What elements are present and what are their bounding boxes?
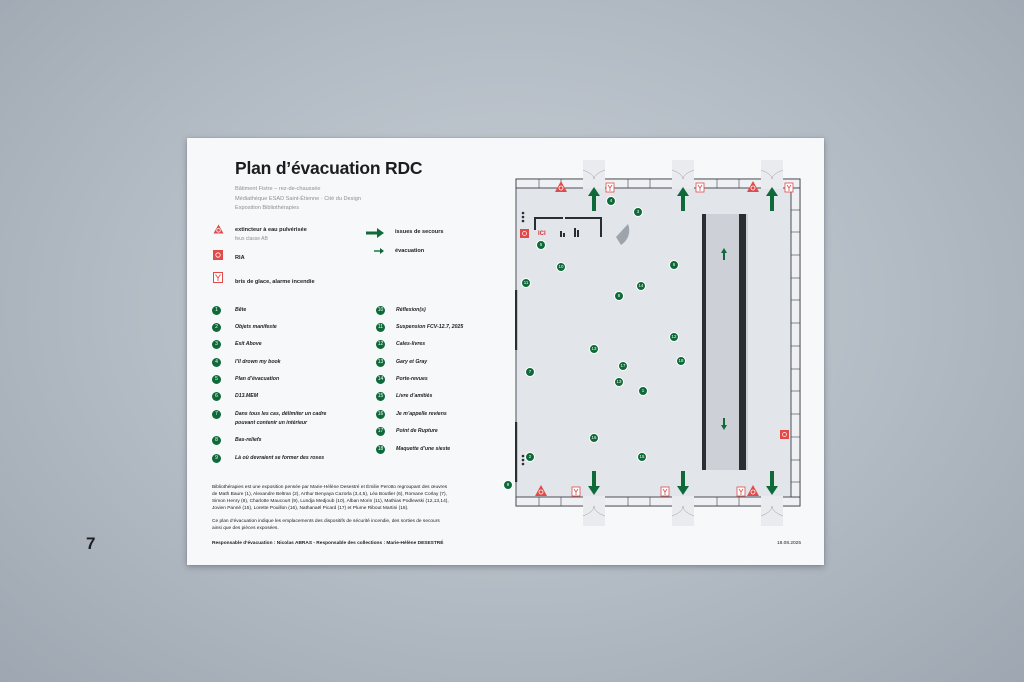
- floor-area: [516, 179, 800, 506]
- artwork-marker: 17: [618, 361, 628, 371]
- artwork-marker: 6: [669, 260, 679, 270]
- note-line-2: ainsi que des pièces exposées.: [212, 526, 279, 531]
- work-label: Gary et Gray: [396, 359, 428, 365]
- description-line-1: Bibliothérapies est une exposition pensée par Marie-Hélène Desestré et Émilie Perotto regroupant des œuvres: [212, 485, 448, 490]
- work-number: 11: [377, 324, 384, 330]
- legend-alarm-label: bris de glace, alarme incendie: [235, 279, 315, 285]
- work-number: 17: [377, 428, 384, 434]
- work-label: Maquette d’une sieste: [396, 446, 451, 452]
- work-number: 3: [212, 340, 221, 349]
- work-label: D13.MEM: [235, 393, 259, 399]
- artwork-marker: 13: [614, 377, 624, 387]
- work-number: 13: [377, 359, 384, 365]
- alarm-icon: [213, 272, 223, 283]
- description-line-4: Jovien Panné (15), Lorette Pouillon (16), Nathanaël Picard (17) et Plume Ribout Martini (18).: [212, 506, 409, 511]
- subtitle-line-3: Exposition Bibliothérapies: [235, 205, 300, 211]
- legend-ria-label: RIA: [235, 255, 245, 261]
- work-number: 14: [377, 376, 384, 382]
- subtitle-line-2: Médiathèque ESAD Saint-Étienne · Cité du Design: [235, 196, 361, 202]
- work-number: 6: [212, 392, 221, 401]
- work-number: 2: [212, 323, 221, 332]
- artwork-marker: 11: [521, 278, 531, 288]
- extinguisher-icon: [213, 224, 224, 234]
- work-number: 4: [212, 358, 221, 367]
- artwork-marker: 16: [589, 433, 599, 443]
- work-number: 8: [212, 436, 221, 445]
- work-label: I’ll drown my book: [235, 359, 281, 365]
- work-label: Là où devraient se former des roses: [235, 455, 325, 461]
- work-number: 15: [377, 393, 384, 399]
- artwork-marker: 13: [589, 344, 599, 354]
- page-title: Plan d’évacuation RDC: [235, 158, 423, 178]
- ria-icon: [213, 250, 223, 260]
- artwork-marker: 1: [638, 386, 648, 396]
- work-label-line2: pouvant contenir un intérieur: [235, 420, 308, 426]
- artwork-marker: 18: [676, 356, 686, 366]
- emergency-exit-arrow-icon: [365, 227, 385, 239]
- floor-plan: [506, 160, 810, 528]
- legend-evacuation-label: évacuation: [395, 248, 425, 254]
- artwork-marker: 15: [637, 452, 647, 462]
- page-number: 7: [86, 534, 96, 553]
- work-label: Cales-livres: [396, 341, 426, 347]
- work-number: 7: [212, 410, 221, 419]
- work-label: Objets manifeste: [235, 324, 277, 330]
- work-label: Je m’appelle reviens: [396, 411, 447, 417]
- subtitle-line-1: Bâtiment Fistre – rez-de-chaussée: [235, 186, 321, 192]
- work-number: 9: [212, 454, 221, 463]
- artwork-marker: 3: [633, 207, 643, 217]
- work-number: 18: [377, 446, 384, 452]
- work-number: 12: [377, 341, 384, 347]
- note-line-1: Ce plan d’évacuation indique les emplacements des dispositifs de sécurité incendie, des sorties de secours: [212, 519, 440, 524]
- artwork-marker: 4: [606, 196, 616, 206]
- work-number: 10: [377, 307, 384, 313]
- artwork-marker: 8: [614, 291, 624, 301]
- footer-date: 18.08.2025: [777, 541, 802, 546]
- work-label: Porte-revues: [396, 376, 428, 382]
- work-label: Bête: [235, 307, 247, 313]
- work-label: Suspension FCV-12.7, 2025: [396, 324, 464, 330]
- floor-plan-drawing: [515, 160, 810, 528]
- work-label: Dans tous les cas, délimiter un cadre: [235, 411, 327, 417]
- work-label: Bas-reliefs: [235, 437, 262, 443]
- description-line-2: de Math Baure (1), Alexandre Beltran (2), Arthur Benyaya Cazorla (3,4,5), Léa Boutlier (6), Romane Corlay (7),: [212, 492, 447, 497]
- artwork-marker: 14: [636, 281, 646, 291]
- you-are-here-label: ICI: [538, 231, 546, 237]
- artwork-marker: 12: [669, 332, 679, 342]
- work-label: Plan d’évacuation: [235, 376, 280, 382]
- work-number: 16: [377, 411, 384, 417]
- artwork-marker: 9: [503, 480, 513, 490]
- evacuation-plan-panel: [187, 138, 824, 565]
- artwork-marker: 10: [556, 262, 566, 272]
- artwork-marker: 7: [525, 367, 535, 377]
- legend-extinguisher-sub: feux classe AB: [235, 236, 268, 242]
- work-number: 5: [212, 375, 221, 384]
- work-label: Point de Rupture: [396, 428, 438, 434]
- artwork-marker: 2: [525, 452, 535, 462]
- evacuation-arrow-icon: [373, 247, 385, 255]
- legend-exit-label: issues de secours: [395, 229, 444, 235]
- work-label: Livre d’amitiés: [396, 393, 433, 399]
- legend-extinguisher-label: extincteur à eau pulvérisée: [235, 227, 307, 233]
- artwork-marker: 5: [536, 240, 546, 250]
- work-number: 1: [212, 306, 221, 315]
- footer-responsables: Responsable d’évacuation : Nicolas ABRAS - Responsable des collections : Marie-Hélène DESESTRÉ: [212, 541, 444, 546]
- description-line-3: Simon Henry (8), Charlotte Maucourt (9), Lundja Medjoub (10), Alban Morin (11), Mathias Podlewski (12,13,14),: [212, 499, 449, 504]
- work-label: Exit Above: [235, 341, 262, 347]
- work-label: Réflexion(s): [396, 307, 426, 313]
